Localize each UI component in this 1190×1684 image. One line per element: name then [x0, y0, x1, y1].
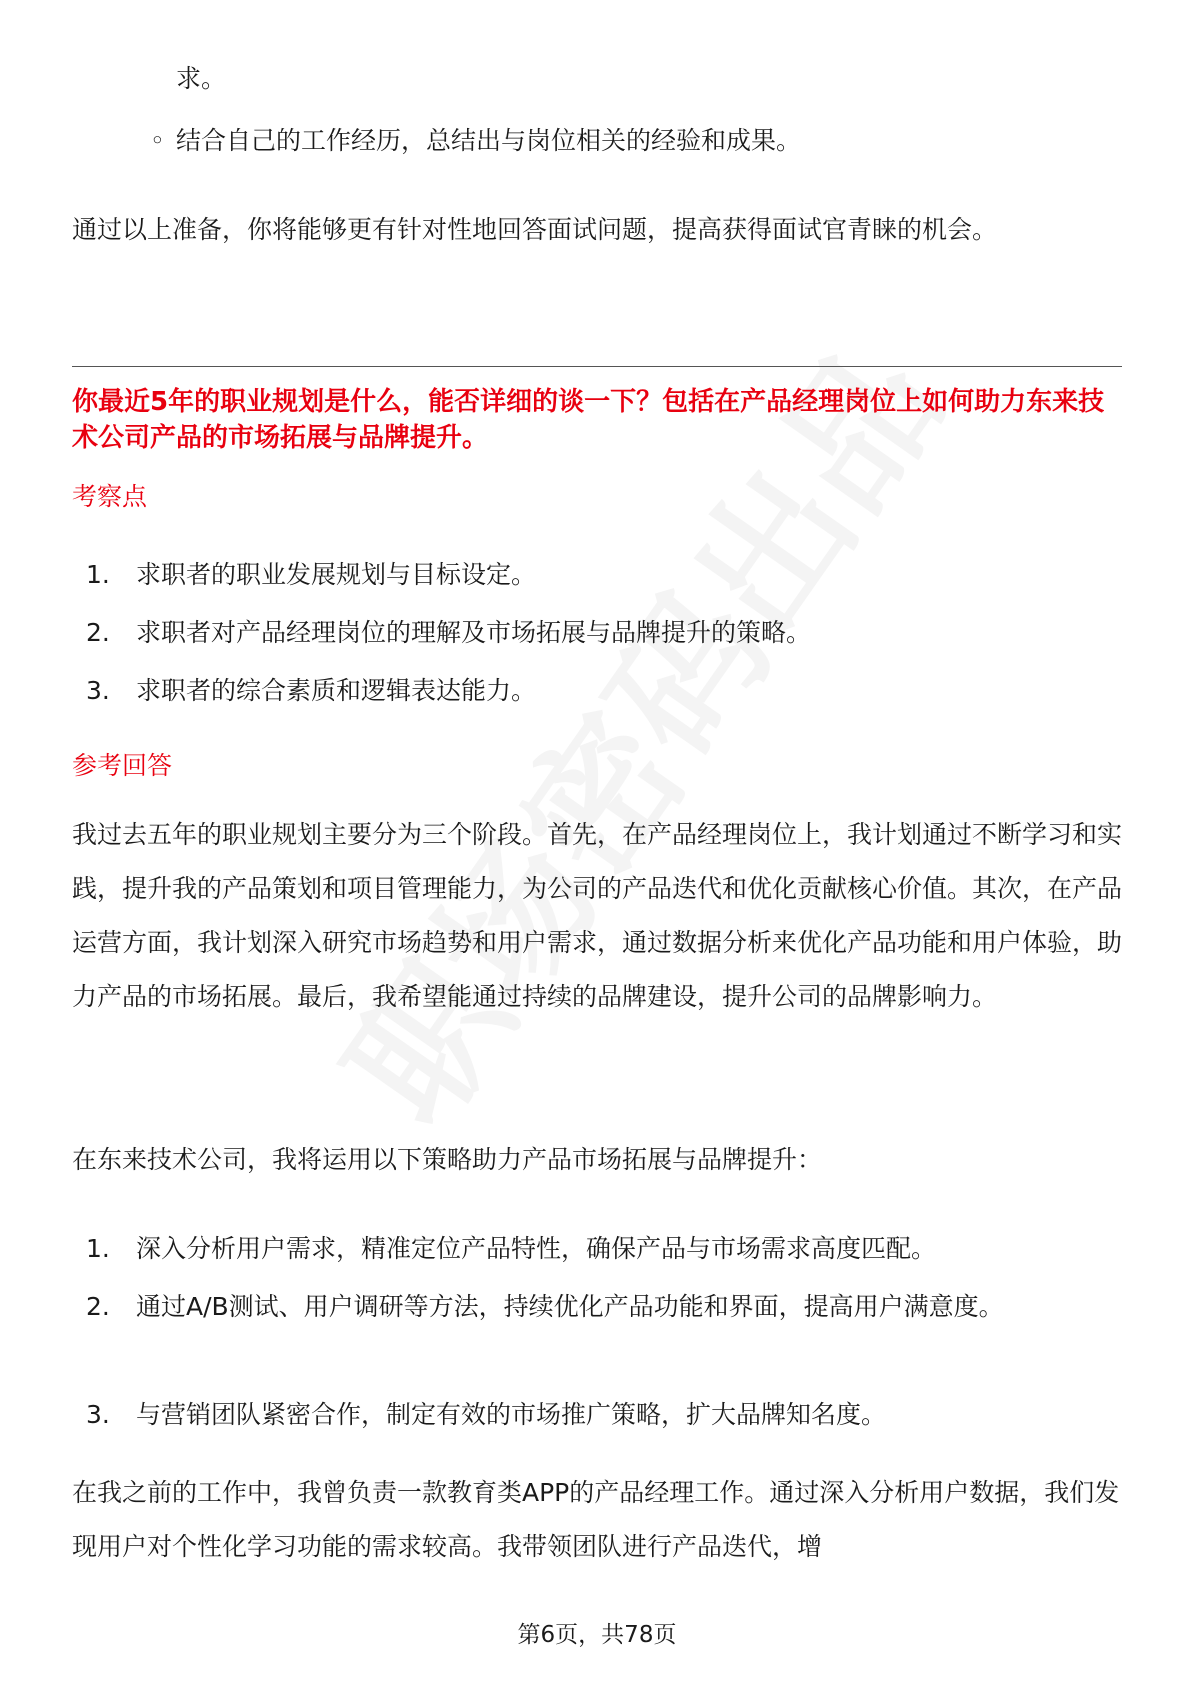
page-footer: 第6页，共78页 [517, 1622, 677, 1648]
bullet-text: 结合自己的工作经历，总结出与岗位相关的经验和成果。 [176, 126, 802, 155]
strategies-list [86, 1222, 1122, 1446]
list-text: 与营销团队紧密合作，制定有效的市场推广策略，扩大品牌知名度。 [136, 1400, 887, 1429]
list-number: 3. [86, 676, 110, 705]
points-list [86, 548, 1122, 722]
answer-title: 参考回答 [72, 751, 173, 780]
answer-paragraph-1: 我过去五年的职业规划主要分为三个阶段。首先，在产品经理岗位上，我计划通过不断学习和实践，提升我的产品策划和项目管理能力，为公司的产品迭代和优化贡献核心价值。其次，在产品运营方面，我计划深入研究市场趋势和用户需求，通过数据分析来优化产品功能和用户体验，助力产品的市场拓展。最后，我希望能通过持续的品牌建设，提升公司的品牌影响力。 [72, 820, 1123, 1011]
answer-paragraph-3: 在我之前的工作中，我曾负责一款教育类APP的产品经理工作。通过深入分析用户数据，我们发现用户对个性化学习功能的需求较高。我带领团队进行产品迭代，增 [72, 1478, 1120, 1561]
question-heading: 你最近5年的职业规划是什么，能否详细的谈一下？包括在产品经理岗位上如何助力东来技术公司产品的市场拓展与品牌提升。 [72, 387, 1105, 453]
list-text: 求职者的职业发展规划与目标设定。 [136, 560, 537, 589]
list-item [86, 664, 1122, 722]
list-text: 通过A/B测试、用户调研等方法，持续优化产品功能和界面，提高用户满意度。 [136, 1292, 1004, 1321]
list-text: 求职者对产品经理岗位的理解及市场拓展与品牌提升的策略。 [136, 618, 812, 647]
list-item [86, 548, 1122, 606]
list-number: 2. [86, 618, 110, 647]
list-text: 深入分析用户需求，精准定位产品特性，确保产品与市场需求高度匹配。 [136, 1234, 937, 1263]
document-page [72, 0, 1122, 1684]
list-item [86, 1388, 1122, 1446]
list-number: 2. [86, 1292, 110, 1321]
bullet-marker: ◦ [150, 126, 165, 155]
answer-paragraph-2: 在东来技术公司，我将运用以下策略助力产品市场拓展与品牌提升： [72, 1145, 823, 1174]
list-number: 1. [86, 1234, 110, 1263]
list-text: 求职者的综合素质和逻辑表达能力。 [136, 676, 537, 705]
section-divider [72, 366, 1122, 367]
bullet-item [150, 114, 801, 168]
list-item [86, 1280, 1122, 1388]
prep-paragraph: 通过以上准备，你将能够更有针对性地回答面试问题，提高获得面试官青睐的机会。 [72, 215, 998, 244]
list-item [86, 1222, 1122, 1280]
continuation-text: 求。 [176, 64, 227, 93]
points-title: 考察点 [72, 482, 148, 511]
list-item [86, 606, 1122, 664]
list-number: 3. [86, 1400, 110, 1429]
list-number: 1. [86, 560, 110, 589]
